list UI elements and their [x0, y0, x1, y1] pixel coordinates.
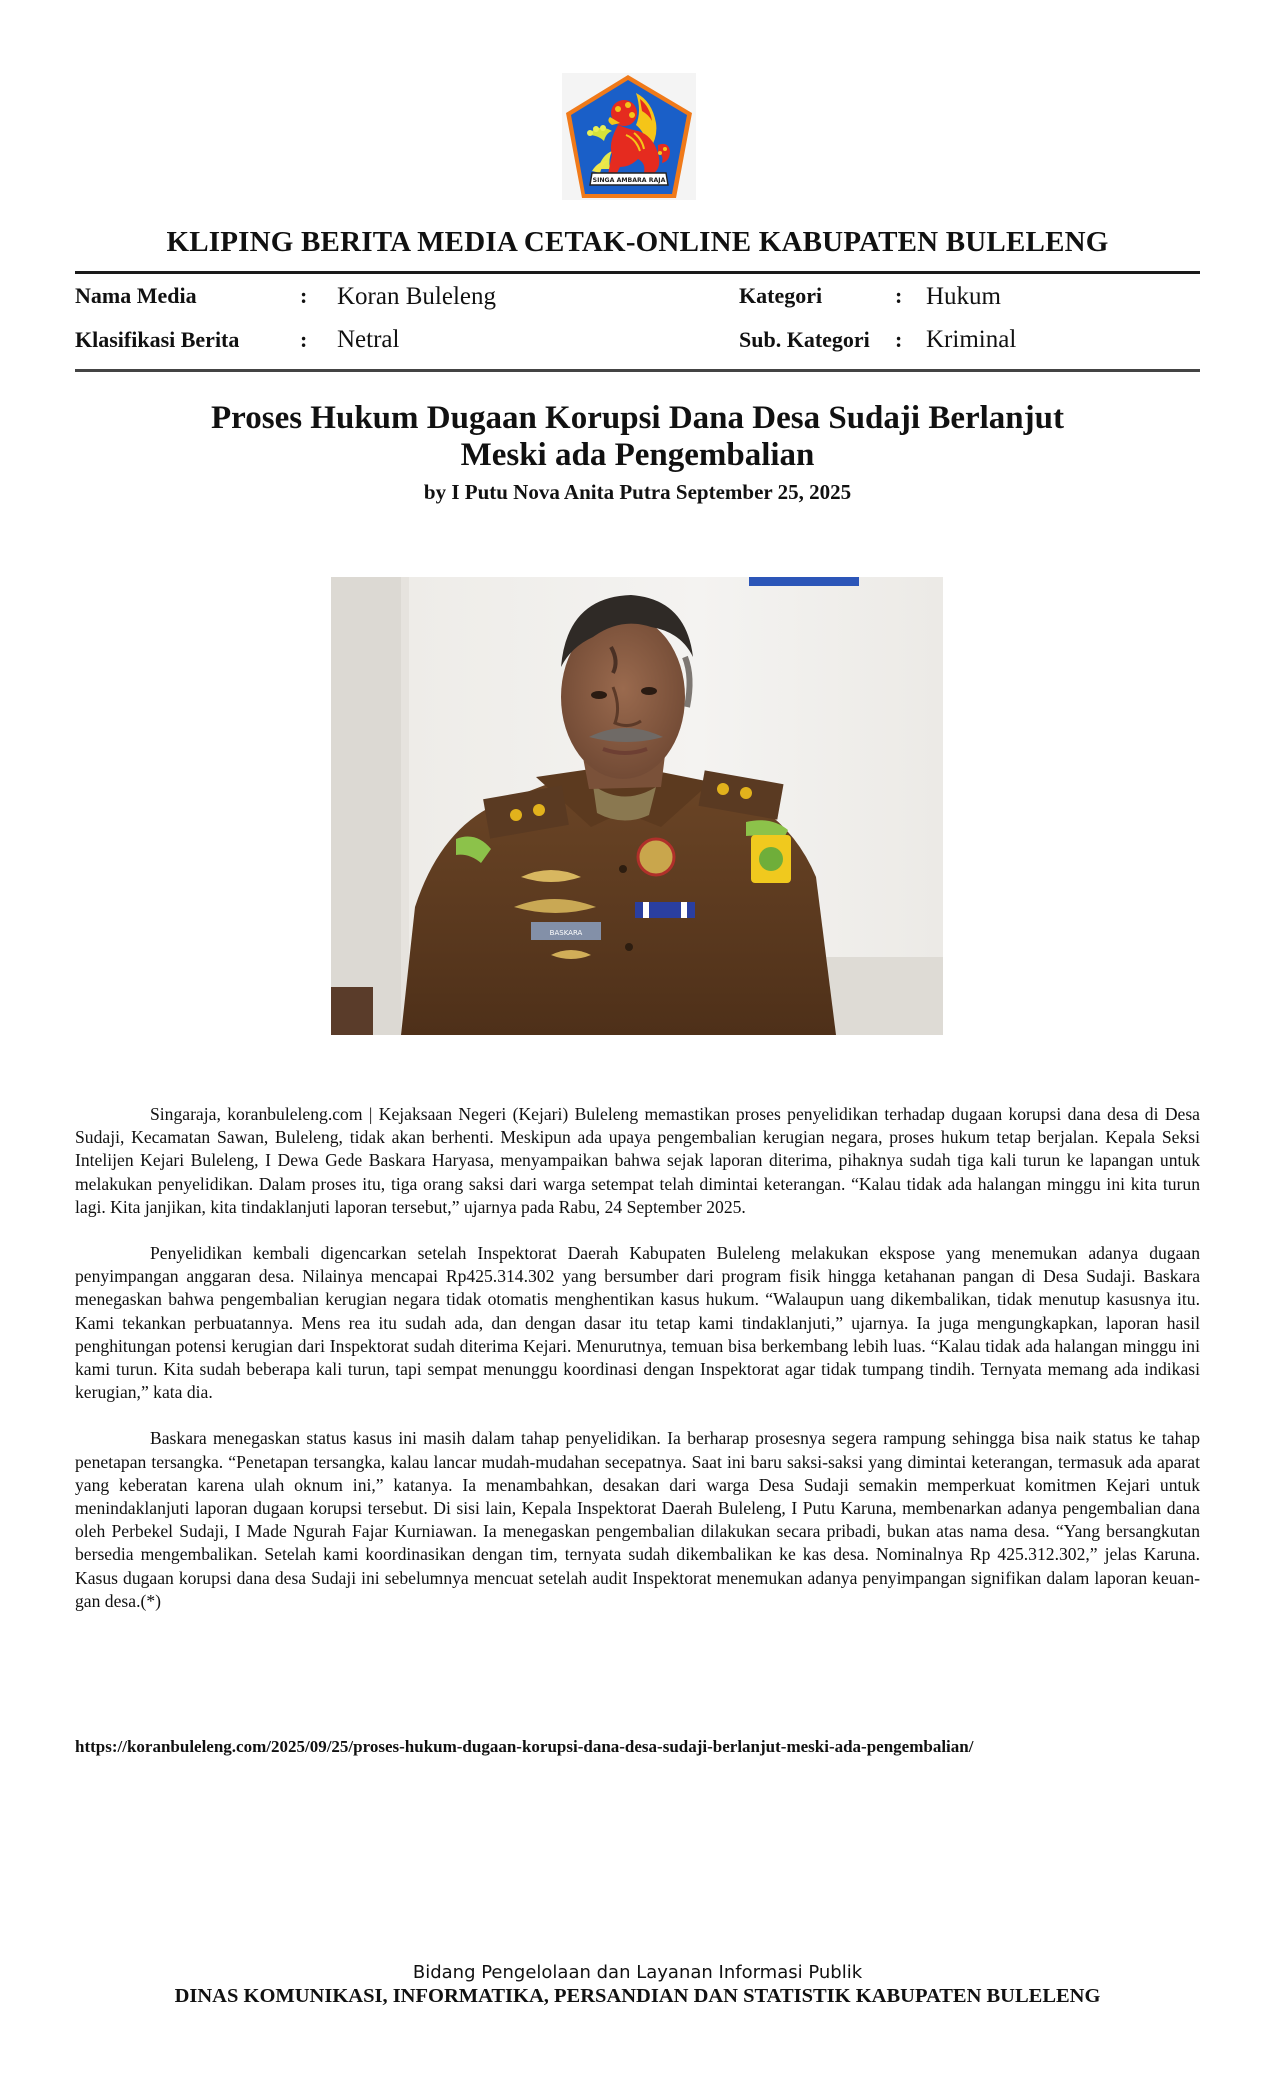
article-paragraph-3: Baskara menegaskan status kasus ini masih dalam tahap penyelidikan. Ia berharap prosesnya segera rampung sehingga bisa naik status ke tahap penetapan tersangka. “Penetapan tersangka, kalau lancar mudah-mudahan secepatnya. Saat ini baru saksi-saksi yang dimintai keterangan, termasuk ada aparat yang keberatan karena ulah oknum ini,” katanya. Ia menambahkan, desakan dari warga Desa Sudaji semakin memperkuat komitmen Kejari untuk menindaklanjuti laporan dugaan korupsi tersebut. Di sisi lain, Kepala Inspektorat Daerah Buleleng, I Putu Karuna, membenarkan adanya pengembalian dana oleh Perbekel Sudaji, I Made Ngurah Fajar Kurniawan. Ia menegaskan pengembalian dilakukan secara pribadi, bukan atas nama desa. “Yang bersangkutan bersedia mengembalikan. Setelah kami koordinasikan dengan tim, ternyata sudah dikembalikan ke kas desa. Nominalnya Rp 425.312.302,” jelas Karuna. Kasus dugaan korupsi dana desa Sudaji ini sebelumnya mencuat setelah audit Inspektorat menemukan adanya penyimpangan signifikan dalam laporan keuangan desa.(*): [75, 1428, 1200, 1611]
emblem-graphic: [562, 73, 696, 200]
source-url-link[interactable]: https://koranbuleleng.com/2025/09/25/proses-hukum-dugaan-korupsi-dana-desa-sudaji-berlanjut-meski-ada-pengembalian/: [75, 1737, 974, 1756]
article-headline: [75, 400, 1200, 474]
media-name-label: Nama Media: [75, 283, 197, 308]
document-title: KLIPING BERITA MEDIA CETAK-ONLINE KABUPATEN BULELENG: [166, 226, 1109, 258]
category-label: Kategori: [739, 283, 823, 308]
divider-top: [75, 271, 1200, 274]
article-paragraph-2: Penyelidikan kembali digencarkan setelah Inspektorat Daerah Kabupaten Buleleng melakukan ekspose yang menemukan adanya dugaan penyimpangan anggaran desa. Nilainya mencapai Rp425.314.302 yang bersumber dari program fisik hingga ketahanan pangan di Desa Sudaji. Baskara menegaskan bahwa pengembalian kerugian negara tidak otomatis menghentikan kasus hukum. “Walaupun uang dikembalikan, tidak menutup kasusnya itu. Kami tekankan perbuatannya. Mens rea itu sudah ada, dan dengan dasar itu tetap kami tindaklanjuti,” ujarnya. Ia juga mengungkapkan, laporan hasil penghitungan potensi kerugian dari Inspektorat sudah diterima Kejari. Menurutnya, temuan bisa berkembang lebih luas. “Kalau tidak ada halangan minggu ini kami turun. Kita sudah beberapa kali turun, tapi sempat menunggu koordinasi dengan Inspektorat agar tidak tumpang tindih. Ternyata memang ada indikasi kerugian,” kata dia.: [75, 1243, 1200, 1403]
article-paragraph-1: Singaraja, koranbuleleng.com | Kejaksaan Negeri (Kejari) Buleleng memastikan proses penyelidikan terhadap dugaan korupsi dana desa di Desa Sudaji, Kecamatan Sawan, Buleleng, tidak akan berhenti. Meskipun ada upaya pengembalian kerugian negara, proses hukum tetap berjalan. Kepala Seksi Intelijen Kejari Buleleng, I Dewa Gede Baskara Haryasa, menyampaikan bahwa sejak laporan diterima, pihaknya sudah tiga kali turun ke lapangan untuk melakukan penyelidikan. Dalam proses itu, tiga orang saksi dari warga setempat telah dimintai keterangan. “Kalau tidak ada halangan minggu ini kita turun lagi. Kita janjikan, kita tindaklanjuti laporan tersebut,” ujarnya pada Rabu, 24 September 2025.: [75, 1104, 1200, 1217]
subcategory-colon: :: [895, 327, 903, 352]
article-body: [75, 1103, 1200, 1636]
buleleng-emblem-logo: [562, 73, 696, 200]
footer-agency: DINAS KOMUNIKASI, INFORMATIKA, PERSANDIAN DAN STATISTIK KABUPATEN BULELENG: [174, 1985, 1101, 2007]
name-tag-text: BASKARA: [549, 929, 583, 937]
news-classification-colon: :: [300, 327, 308, 352]
motto-text: SINGA AMBARA RAJA: [592, 177, 666, 184]
category-value: Hukum: [926, 283, 1001, 310]
subcategory-value: Kriminal: [926, 326, 1017, 353]
subcategory-label: Sub. Kategori: [739, 327, 870, 352]
category-colon: :: [895, 283, 903, 308]
media-name-colon: :: [300, 283, 308, 308]
article-byline: by I Putu Nova Anita Putra September 25, 2025: [423, 480, 852, 504]
divider-bottom: [75, 369, 1200, 372]
footer-department: Bidang Pengelolaan dan Layanan Informasi Publik: [412, 1962, 863, 1983]
headline-line-2: Meski ada Pengembalian: [460, 437, 815, 473]
motto-ribbon: [590, 173, 668, 185]
media-name-value: Koran Buleleng: [337, 283, 496, 310]
headline-line-1: Proses Hukum Dugaan Korupsi Dana Desa Sudaji Berlanjut: [211, 400, 1064, 436]
photo-prosecutor-portrait: [331, 577, 943, 1035]
news-classification-label: Klasifikasi Berita: [75, 327, 240, 352]
news-classification-value: Netral: [337, 326, 400, 353]
article-photo: [331, 577, 943, 1035]
